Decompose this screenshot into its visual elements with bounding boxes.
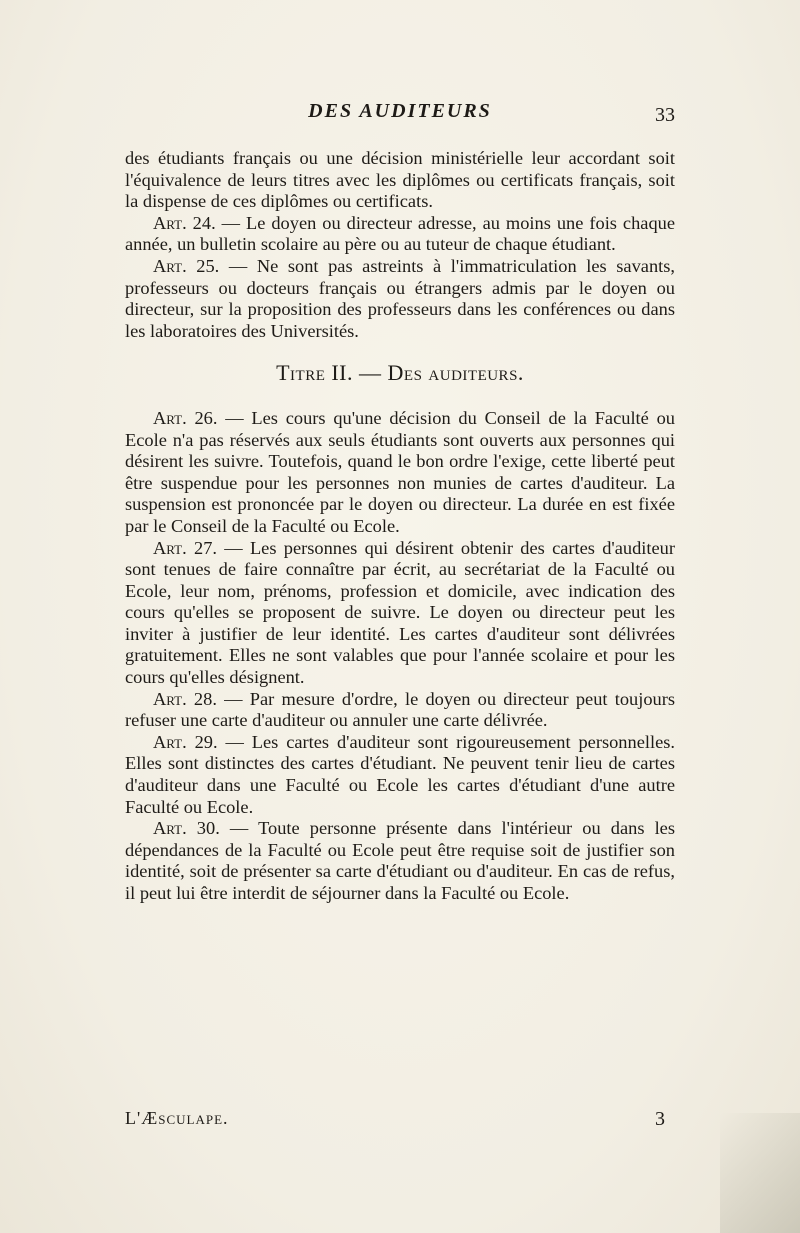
page-corner-shadow <box>720 1113 800 1233</box>
article-29 <box>125 732 675 818</box>
article-label: Art. 29. <box>153 731 218 752</box>
publisher-line: L'Æsculape. <box>125 1108 229 1128</box>
section-title <box>125 362 675 384</box>
article-text: — Ne sont pas astreints à l'immatriculation les savants, professeurs ou docteurs français ou étrangers admis par le doyen ou directeur, sur la proposition des professeurs dans les conférences ou dans les laboratoires des Universités. <box>125 255 676 341</box>
page-footer <box>125 1108 675 1134</box>
page-number: 33 <box>655 104 675 126</box>
article-text: — Toute personne présente dans l'intérieur ou dans les dépendances de la Faculté ou Ecole peut être requise soit de justifier son identité, soit de présenter sa carte d'étudiant ou d'auditeur. En cas de refus, il peut lui être interdit de séjourner dans la Faculté ou Ecole. <box>125 818 676 903</box>
article-28 <box>125 689 675 732</box>
article-label: Art. 25. <box>153 255 220 276</box>
article-text: — Par mesure d'ordre, le doyen ou directeur peut toujours refuser une carte d'auditeur ou annuler une carte délivrée. <box>125 688 676 731</box>
title-name: — Des auditeurs. <box>353 360 524 386</box>
article-25 <box>125 256 675 342</box>
article-27 <box>125 538 675 689</box>
article-label: Art. 28. <box>153 688 217 709</box>
article-text: — Les personnes qui désirent obtenir des cartes d'auditeur sont tenues de faire connaître par écrit, au secrétariat de la Faculté ou Ecole, leur nom, prénoms, profession et domicile, avec indication des cours qu'elles se proposent de suivre. Le doyen ou directeur peut les inviter à justifier de leur identité. Les cartes d'auditeur sont délivrées gratuitement. Elles ne sont valables que pour l'année scolaire et pour les cours qu'elles désignent. <box>125 537 675 688</box>
article-30 <box>125 818 675 904</box>
page-header <box>125 100 675 140</box>
paragraph-text: des étudiants français ou une décision ministérielle leur accordant soit l'équivalence de leurs titres avec les diplômes ou certificats français, soit la dispense de ces diplômes ou certificats. <box>125 148 675 212</box>
article-text: — Les cours qu'une décision du Conseil de la Faculté ou Ecole n'a pas réservés aux seuls étudiants sont ouverts aux personnes qui désirent les suivre. Toutefois, quand le bon ordre l'exige, cette liberté peut être suspendue pour les personnes non munies de cartes d'auditeur. La suspension est prononcée par le doyen ou directeur. La durée en est fixée par le Conseil de la Faculté ou Ecole. <box>125 407 675 536</box>
article-text: — Les cartes d'auditeur sont rigoureusement personnelles. Elles sont distinctes des cartes d'étudiant. Ne peuvent tenir lieu de cartes d'auditeur dans une Faculté ou Ecole les cartes d'étudiant d'une autre Faculté ou Ecole. <box>125 731 675 817</box>
article-label: Art. 26. <box>153 407 218 428</box>
running-head: DES AUDITEURS <box>308 100 492 122</box>
body-text <box>125 148 675 905</box>
paragraph-continuation <box>125 148 675 213</box>
article-label: Art. 24. <box>153 212 216 233</box>
title-number: Titre II. <box>276 360 354 386</box>
article-26 <box>125 408 675 538</box>
article-24 <box>125 213 675 256</box>
article-label: Art. 30. <box>153 818 220 839</box>
article-label: Art. 27. <box>153 537 217 558</box>
article-text: — Le doyen ou directeur adresse, au moins une fois chaque année, un bulletin scolaire au père ou au tuteur de chaque étudiant. <box>125 212 676 255</box>
signature-mark: 3 <box>655 1108 665 1130</box>
